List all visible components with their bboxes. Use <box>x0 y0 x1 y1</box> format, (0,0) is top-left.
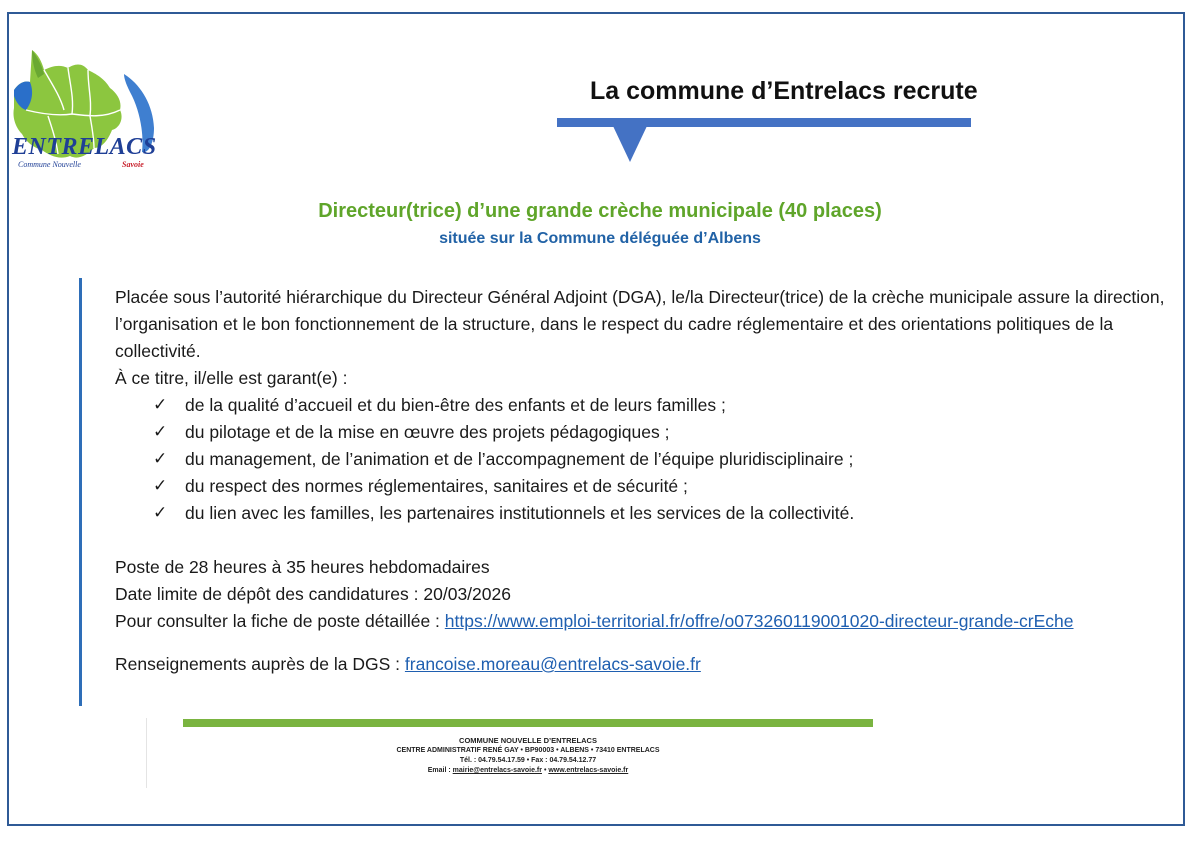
headline: La commune d’Entrelacs recrute <box>590 77 978 105</box>
list-item: ✓ du respect des normes réglementaires, sanitaires et de sécurité ; <box>115 473 1175 500</box>
footer-address-line: CENTRE ADMINISTRATIF RENÉ GAY • BP90003 • ALBENS • 73410 ENTRELACS <box>396 747 660 754</box>
logo-subtitle-left: Commune Nouvelle <box>18 160 81 169</box>
footer-green-bar <box>183 719 873 727</box>
job-title: Directeur(trice) d’une grande crèche municipale (40 places) <box>318 200 882 222</box>
info-line <box>115 651 1175 678</box>
check-mark-icon: ✓ <box>153 422 168 442</box>
logo-wordmark: ENTRELACS <box>12 134 157 160</box>
footer-website-link[interactable]: www.entrelacs-savoie.fr <box>548 767 629 774</box>
footer-commune-name: COMMUNE NOUVELLE D’ENTRELACS <box>459 736 597 745</box>
intro-paragraph: Placée sous l’autorité hiérarchique du Directeur Général Adjoint (DGA), le/la Directeur(trice) de la crèche municipale assure la direction, l’organisation et le bon fonctionnement de la structure, dans le respect du cadre réglementaire et des orientations politiques de la collectivité. <box>115 287 1165 361</box>
footer-address <box>186 736 870 776</box>
deadline-line: Date limite de dépôt des candidatures : 20/03/2026 <box>115 584 511 604</box>
job-offer-link[interactable]: https://www.emploi-territorial.fr/offre/o073260119001020-directeur-grande-crEche <box>444 611 1074 631</box>
list-item: ✓ du lien avec les familles, les partenaires institutionnels et les services de la collectivité. <box>115 500 1175 527</box>
job-description <box>115 284 1175 678</box>
detail-label: Pour consulter la fiche de poste détaillée : <box>115 611 440 631</box>
check-mark-icon: ✓ <box>153 503 168 523</box>
detail-line <box>115 608 1175 635</box>
check-mark-icon: ✓ <box>153 395 168 415</box>
hours-line: Poste de 28 heures à 35 heures hebdomadaires <box>115 557 490 577</box>
footer-phone-line: Tél. : 04.79.54.17.59 • Fax : 04.79.54.12.77 <box>459 757 597 764</box>
left-accent-rule <box>79 278 82 706</box>
job-location: située sur la Commune déléguée d’Albens <box>439 230 761 247</box>
guarantor-line: À ce titre, il/elle est garant(e) : <box>115 368 348 388</box>
check-mark-icon: ✓ <box>153 476 168 496</box>
footer-divider <box>146 718 147 788</box>
responsibilities-list <box>115 392 1175 527</box>
check-mark-icon: ✓ <box>153 449 168 469</box>
dgs-email-link[interactable]: francoise.moreau@entrelacs-savoie.fr <box>404 654 701 674</box>
logo-subtitle-right: Savoie <box>122 160 144 169</box>
list-item: ✓ du management, de l’animation et de l’accompagnement de l’équipe pluridisciplinaire ; <box>115 446 1175 473</box>
info-label: Renseignements auprès de la DGS : <box>115 654 401 674</box>
down-arrow-icon <box>613 126 647 162</box>
list-item: ✓ du pilotage et de la mise en œuvre des projets pédagogiques ; <box>115 419 1175 446</box>
footer-email-link[interactable]: mairie@entrelacs-savoie.fr <box>452 767 542 774</box>
list-item: ✓ de la qualité d’accueil et du bien-être des enfants et de leurs familles ; <box>115 392 1175 419</box>
footer-contact-line: Email : mairie@entrelacs-savoie.fr • www.entrelacs-savoie.fr <box>427 767 629 774</box>
